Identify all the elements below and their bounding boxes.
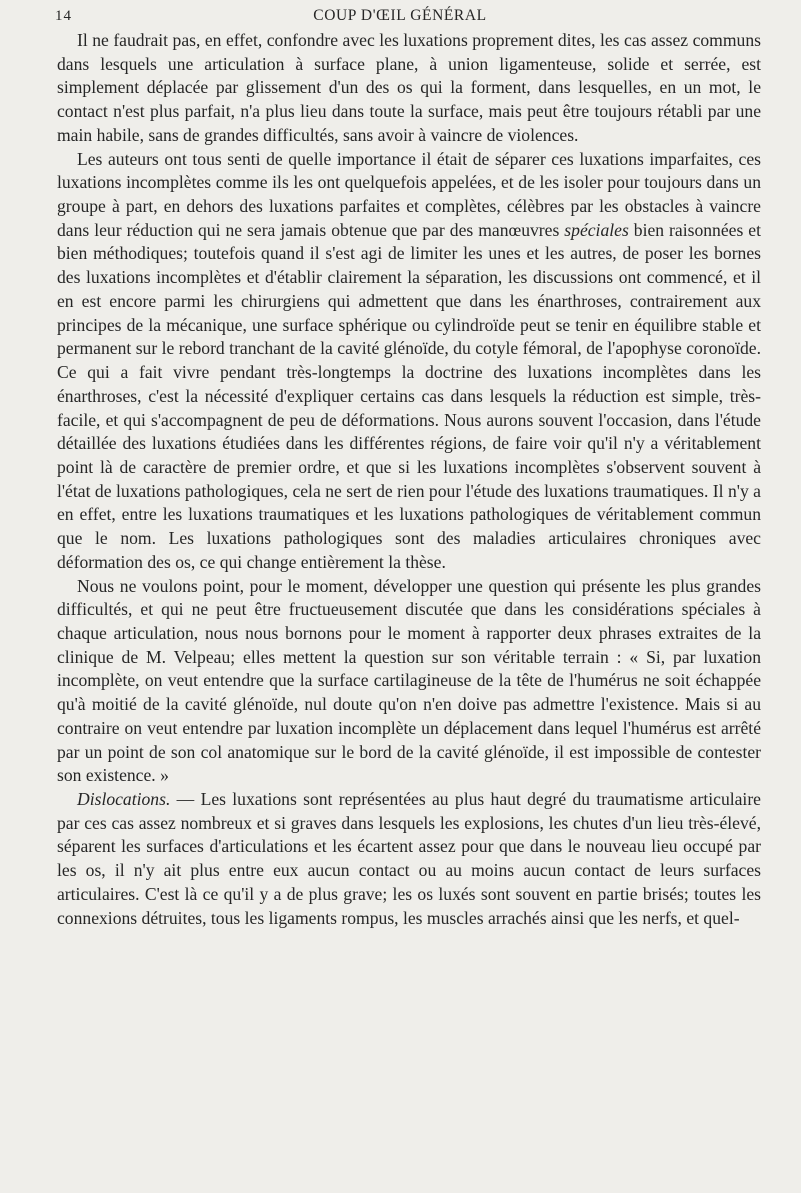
italic-term: spéciales: [564, 219, 629, 240]
paragraph-text: Il ne faudrait pas, en effet, confondre avec les luxations proprement dites, les cas assez communs dans lesquels une articulation à surface plane, à union ligamenteuse, solide et serrée, est simplement déplacée par glissement d'un des os qui la forment, dans lesquelles, en un mot, le contact n'est plus parfait, n'a plus lieu dans toute la surface, mais peut être toujours rétabli par une main habile, sans de grandes difficultés, sans avoir à vaincre de violences.: [57, 30, 761, 145]
paragraph-text: Nous ne voulons point, pour le moment, développer une question qui présente les plus grandes difficultés, et qui ne peut être fructueusement discutée que dans les considérations spéciales à chaque articulation, nous nous bornons pour le moment à rapporter deux phrases extraites de la clinique de M. Velpeau; elles mettent la question sur son véritable terrain : « Si, par luxation incomplète, on veut entendre que la surface cartilagineuse de la tête de l'humérus ne soit échappée qu'à moitié de la cavité glénoïde, nul doute qu'on n'en doive pas admettre l'existence. Mais si au contraire on veut entendre par luxation incomplète un déplacement dans lequel l'humérus est arrêté par un point de son col anatomique sur le bord de la cavité glénoïde, il est impossible de contester son existence. »: [57, 575, 761, 786]
paragraph-1: [57, 29, 761, 148]
section-heading-inline: Dislocations.: [77, 789, 171, 809]
paragraph-4: [57, 788, 761, 930]
paragraph-text: — Les luxations sont représentées au plus haut degré du traumatisme articulaire par ces cas assez nombreux et si graves dans lesquels les explosions, les chutes d'un lieu très-élevé, séparent les surfaces d'articulations et les écartent assez pour que dans le nouveau lieu occupé par les os, il n'y ait plus entre eux aucun contact ou au moins aucun contact de leurs surfaces articulaires. C'est là ce qu'il y a de plus grave; les os luxés sont souvent en partie brisés; toutes les connexions détruites, tous les ligaments rompus, les muscles arrachés ainsi que les nerfs, et quel-: [57, 789, 761, 928]
paragraph-3: [57, 575, 761, 788]
paragraph-text: Les auteurs ont tous senti de quelle importance il était de séparer ces luxations imparfaites, ces luxations incomplètes comme ils les ont quelquefois appelées, et de les isoler pour toujours dans un groupe à part, en dehors des luxations parfaites et complètes, célèbres par les obstacles à vaincre dans leur réduction qui ne sera jamais obtenue que par des manœuvres: [57, 148, 761, 240]
page-number: 14: [55, 8, 72, 24]
paragraph-text: bien raisonnées et bien méthodiques; toutefois quand il s'est agi de limiter les unes et les autres, de poser les bornes des luxations incomplètes et d'établir clairement la séparation, les discussions ont commencé, et il en est encore parmi les chirurgiens qui admettent que dans les énarthroses, contrairement aux principes de la mécanique, une surface sphérique ou cylindroïde peut se tenir en équilibre stable et permanent sur le rebord tranchant de la cavité glénoïde, du cotyle fémoral, de l'apophyse coronoïde. Ce qui a fait vivre pendant très-longtemps la doctrine des luxations incomplètes dans les énarthroses, c'est la nécessité d'expliquer certains cas dans lesquels la réduction est simple, très-facile, et qui s'accompagnent de peu de déformations. Nous aurons souvent l'occasion, dans l'étude détaillée des luxations étudiées dans les différentes régions, de faire voir qu'il n'y a véritablement point là de caractère de premier ordre, et que si les luxations incomplètes s'observent souvent à l'état de luxations pathologiques, cela ne sert de rien pour l'étude des luxations traumatiques. Il n'y a en effet, entre les luxations traumatiques et les luxations pathologiques de véritablement commun que le nom. Les luxations pathologiques sont des maladies articulaires chroniques avec déformation des os, ce qui change entièrement la thèse.: [57, 219, 761, 572]
body-text: [57, 29, 761, 930]
page-header: [40, 4, 760, 30]
paragraph-2: [57, 148, 761, 575]
running-title: COUP D'ŒIL GÉNÉRAL: [313, 7, 487, 24]
